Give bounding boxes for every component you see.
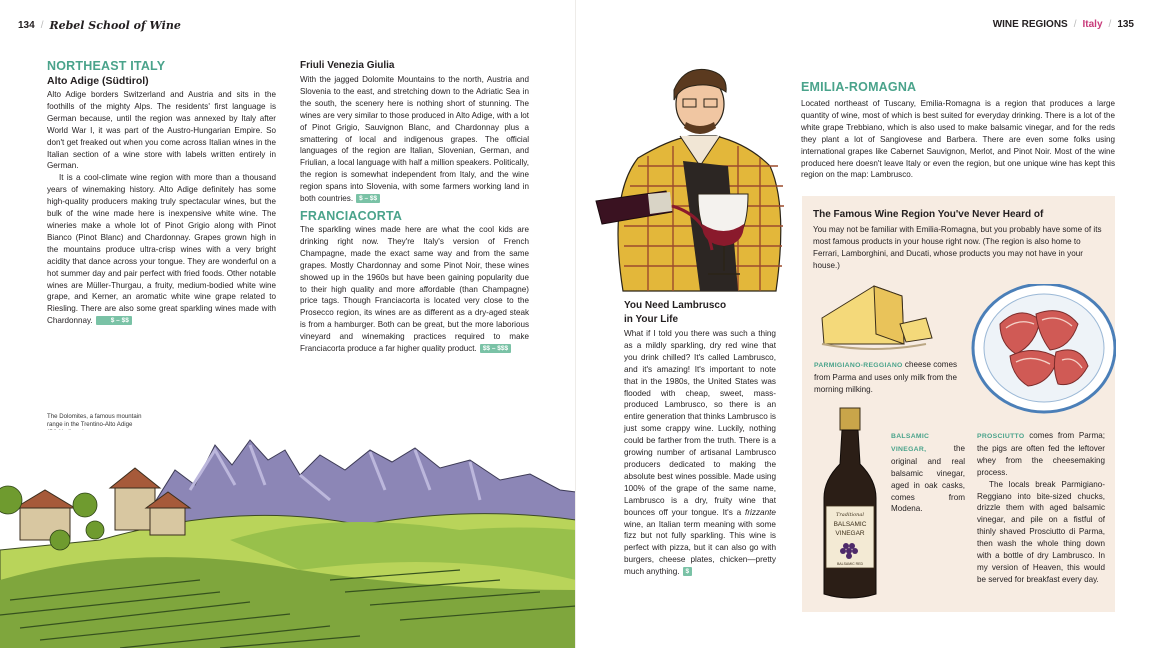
left-page-number: 134 [18,20,35,31]
price-badge: $ – $$ [96,316,132,325]
price-badge: $ [683,567,693,576]
section-label: WINE REGIONS [992,19,1068,30]
prosciutto-text: comes from Parma; the pigs are often fed the leftover whey from the cheesemaking process. [977,431,1105,477]
sidebar-title: The Famous Wine Region You've Never Heard of [813,209,1044,220]
balsamic-label: BALSAMIC VINEGAR, [891,433,930,453]
prosciutto-illustration [970,284,1116,414]
emilia-romagna-column [801,80,1115,181]
friuli-body: With the jagged Dolomite Mountains to the north, Austria and Slovenia to the east, and stretching down to the Adriatic Sea in the south, the scenery here is nothing short of stunning. The wines are very similar to those produced in Alto Adige, with a lot of Pinot Grigio, Sauvignon Blanc, and Chardonnay plus a smattering of local and indigenous grapes. The official languages of the region are Italian, Slovenian, German, and Friulian, a local language with half a million speakers. Politically, the region is somewhat independent from Italy, and the wine region spans into Slovenia, with some farmers working land in both countries. [300,75,529,204]
subsection-label: Italy [1082,19,1103,30]
parmigiano-text: cheese comes from Parma and uses only milk from the morning milking. [814,360,958,394]
bottle-label-line-3: VINEGAR [835,530,865,537]
lambrusco-column [624,299,776,578]
lambrusco-body-2: wine, an Italian term meaning with some fizz but not fully sparkling. This wine is perfect with pizza, but it can also go with burgers, cheese plates, chicken—pretty much anything. [624,519,776,577]
northeast-italy-heading: NORTHEAST ITALY [47,59,166,73]
balsamic-bottle-illustration [818,406,882,602]
emilia-romagna-heading: EMILIA-ROMAGNA [801,80,917,94]
bottle-label-line-4: BALSAMIC RED [836,562,864,566]
sidebar-famous-region [802,196,1115,612]
bottle-label-line-2: BALSAMIC [833,521,867,528]
dolomites-illustration [0,430,576,648]
lambrusco-title [624,299,776,327]
balsamic-text: the original and real balsamic vinegar, aged in oak casks, comes from Modena. [891,443,965,514]
franciacorta-heading: FRANCIACORTA [300,208,403,223]
prosciutto-label: PROSCIUTTO [977,433,1025,440]
frizzante-term: frizzante [745,507,776,517]
sidebar-intro: You may not be familiar with Emilia-Romagna, but you probably have some of its most famous products in your house right now. (The region is also home to Ferrari, Lamborghini, and Ducati, whose products you may not have in your house.) [813,225,1102,270]
left-running-head: 134 / Rebel School of Wine [18,19,181,32]
sommelier-illustration [588,66,800,292]
book-title: Rebel School of Wine [49,19,181,32]
alto-adige-paragraph-2: It is a cool-climate wine region with more than a thousand years of winemaking history. Alto Adige definitely has some high-quality producers making truly spectacular wines, but the bulk of the wine made here is inexpensive white wine. The wineries make a whole lot of Pinot Grigio along with Pinot Bianco (Pinot Blanc) and Chardonnay. Grapes grown high in the mountains produce ultra-crisp wines with a very bright acidity that dance across your tongue. They are wonderful on a hot summer day and pair perfect with fried foods. Other notable wines are Müller-Thurgau, a fruity, medium-bodied white wine grape, and Kerner, an aromatic white wine grape related to Riesling. There are also some great sparkling wines made with Chardonnay. [47,173,276,326]
right-page [576,0,1152,648]
friuli-title: Friuli Venezia Giulia [300,60,395,71]
landscape-caption: The Dolomites, a famous mountain range in the Trentino-Alto Adige [47,413,142,428]
friuli-franciacorta-column [300,59,529,355]
bottle-label-line-1: Traditional [836,512,864,518]
alto-adige-title: Alto Adige (Südtirol) [47,75,149,87]
alto-adige-paragraph-1: Alto Adige borders Switzerland and Austria and sits in the foothills of the mighty Alps. The residents' first language is German because, until the region was annexed by Italy after World War I, it was part of the Austro-Hungarian Empire. So don't get freaked out when you come across Italian wines in the Italian section of a wine store with labels written entirely in German. [47,90,276,171]
parmigiano-label: PARMIGIANO-REGGIANO [814,362,903,369]
lambrusco-title-line-2: in Your Life [624,314,679,325]
price-badge: $$ – $$$ [480,344,511,353]
right-page-number: 135 [1117,19,1134,30]
locals-paragraph: The locals break Parmigiano-Reggiano into bite-sized chucks, drizzle them with aged balsamic vinegar, and pile on a fistful of thinly shaved Prosciutto di Parma, then wash the whole thing down with a bottle of dry Lambrusco. In my version of Heaven, this would be served for breakfast every day. [977,479,1105,584]
franciacorta-body: The sparkling wines made here are what the cool kids are drinking right now. They're Italy's version of French Champagne, made the exact same way and from the same grapes. Mostly Chardonnay and some Pinot Noir, these wines showed up in the 1960s but have been gaining popularity due to their high quality and more affordable (than Champagne) price tags. Though Franciacorta is located very close to the Prosecco region, its wines are as different as a dry-aged steak is from a hamburger. Both can be great, but the more laborious vineyard and winemaking practices required to make Franciacorta produce a far higher quality product. [300,224,529,354]
lambrusco-title-line-1: You Need Lambrusco [624,300,727,311]
emilia-romagna-body: Located northeast of Tuscany, Emilia-Romagna is a region that produces a large quantity of wine, most of which is best suited for everyday drinking. There is a lot of the white grape Trebbiano, which is also used to make balsamic vinegar, and for the reds they plant a lot of Sangiovese and Barbera. There are even some folks using international grapes like Cabernet Sauvignon, Merlot, and Pinot Noir. Most of the wine produced here doesn't leave Italy or even the region, but one unique wine has kept this region on the map: Lambrusco. [801,99,1115,180]
price-badge: $ – $$ [356,194,380,203]
alto-adige-column [47,59,276,327]
lambrusco-body: What if I told you there was such a thing as a mildly sparkling, dry red wine that you drink chilled? It's called Lambrusco, and it's amazing! It's important to note that in the 1980s, the United States was flooded with cheap, sweet, mass-produced Lambrusco, so there is an entire generation that thinks Lambrusco is just some crappy wine. Luckily, nothing could be farther from the truth. There is a growing number of artisanal Lambrusco producers dedicated to making the absolute best wines possible. Made using 100% of the grape of the same name, Lambrusco is a dry, fruity wine that bounces off your tongue. It's a [624,329,777,517]
right-running-head: WINE REGIONS / Italy / 135 [992,19,1134,30]
parmigiano-illustration [814,278,940,354]
